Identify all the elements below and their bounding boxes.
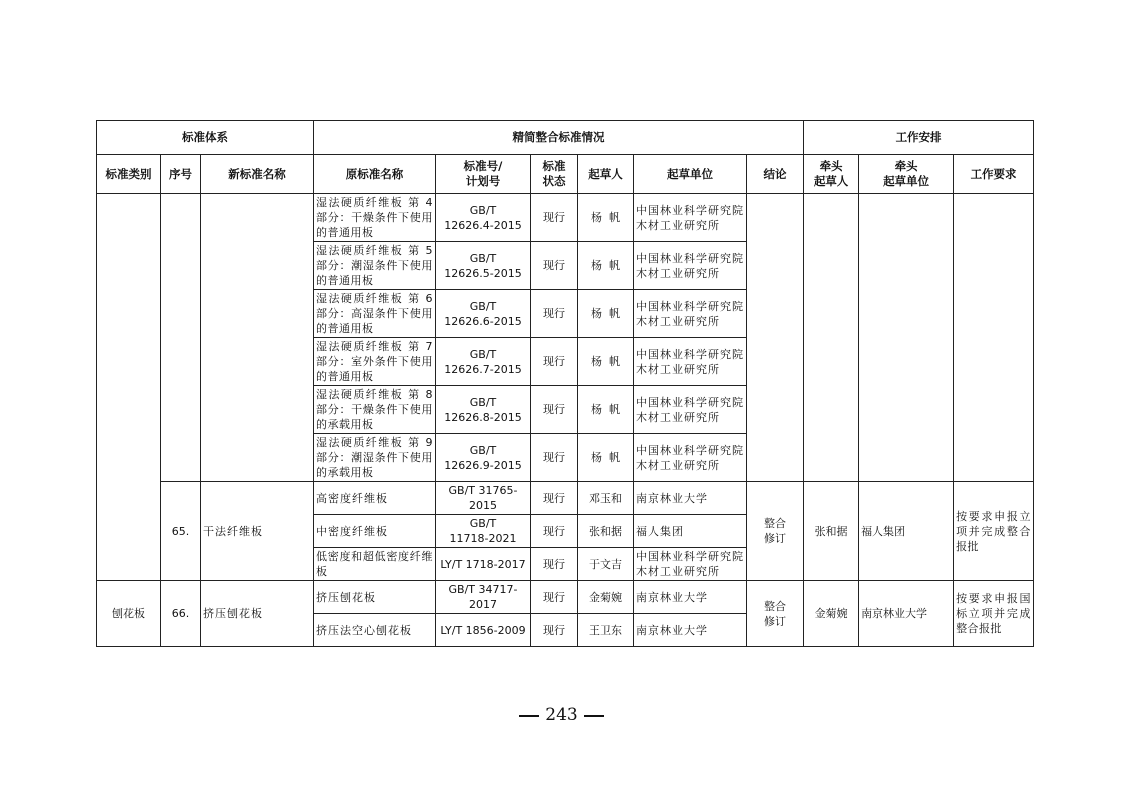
col-lead-unit: 牵头 起草单位 — [859, 155, 954, 194]
status-cell: 现行 — [531, 386, 578, 434]
unit-cell: 中国林业科学研究院木材工业研究所 — [634, 434, 747, 482]
conclusion-cell: 整合 修订 — [747, 482, 804, 581]
category-cell-empty — [97, 194, 161, 581]
dash-left — [519, 715, 539, 717]
status-cell: 现行 — [531, 338, 578, 386]
lead-drafter-cell: 金菊婉 — [804, 581, 859, 647]
new-name-cell: 挤压刨花板 — [201, 581, 314, 647]
drafter-cell: 金菊婉 — [578, 581, 634, 614]
requirement-cell: 按要求申报国标立项并完成整合报批 — [954, 581, 1034, 647]
unit-cell: 中国林业科学研究院木材工业研究所 — [634, 242, 747, 290]
status-cell: 现行 — [531, 194, 578, 242]
requirement-cell-empty — [954, 194, 1034, 482]
unit-cell: 南京林业大学 — [634, 614, 747, 647]
unit-cell: 中国林业科学研究院木材工业研究所 — [634, 386, 747, 434]
orig-name-cell: 挤压刨花板 — [314, 581, 436, 614]
status-cell: 现行 — [531, 581, 578, 614]
drafter-cell: 杨 帆 — [578, 194, 634, 242]
conclusion-cell-empty — [747, 194, 804, 482]
orig-name-cell: 挤压法空心刨花板 — [314, 614, 436, 647]
unit-cell: 南京林业大学 — [634, 581, 747, 614]
col-new-name: 新标准名称 — [201, 155, 314, 194]
orig-name-cell: 湿法硬质纤维板 第 4 部分：干燥条件下使用的普通用板 — [314, 194, 436, 242]
std-no-cell: GB/T 12626.4-2015 — [436, 194, 531, 242]
drafter-cell: 杨 帆 — [578, 386, 634, 434]
col-drafter: 起草人 — [578, 155, 634, 194]
col-lead-drafter: 牵头 起草人 — [804, 155, 859, 194]
std-no-cell: GB/T 12626.9-2015 — [436, 434, 531, 482]
std-no-cell: LY/T 1718-2017 — [436, 548, 531, 581]
group-header-system: 标准体系 — [97, 121, 314, 155]
group-header-work: 工作安排 — [804, 121, 1034, 155]
table-row — [97, 194, 1034, 242]
std-no-cell: GB/T 11718-2021 — [436, 515, 531, 548]
drafter-cell: 杨 帆 — [578, 434, 634, 482]
seq-cell: 66. — [161, 581, 201, 647]
col-conclusion: 结论 — [747, 155, 804, 194]
std-no-cell: GB/T 12626.5-2015 — [436, 242, 531, 290]
drafter-cell: 张和据 — [578, 515, 634, 548]
page-footer — [0, 705, 1123, 725]
drafter-cell: 邓玉和 — [578, 482, 634, 515]
dash-right — [584, 715, 604, 717]
status-cell: 现行 — [531, 515, 578, 548]
column-header-row — [97, 155, 1034, 194]
std-no-cell: LY/T 1856-2009 — [436, 614, 531, 647]
std-no-cell: GB/T 12626.6-2015 — [436, 290, 531, 338]
unit-cell: 南京林业大学 — [634, 482, 747, 515]
orig-name-cell: 湿法硬质纤维板 第 5 部分：潮湿条件下使用的普通用板 — [314, 242, 436, 290]
status-cell: 现行 — [531, 290, 578, 338]
unit-cell: 福人集团 — [634, 515, 747, 548]
orig-name-cell: 低密度和超低密度纤维板 — [314, 548, 436, 581]
status-cell: 现行 — [531, 548, 578, 581]
unit-cell: 中国林业科学研究院木材工业研究所 — [634, 548, 747, 581]
col-requirement: 工作要求 — [954, 155, 1034, 194]
col-orig-name: 原标准名称 — [314, 155, 436, 194]
status-cell: 现行 — [531, 242, 578, 290]
table-row — [97, 482, 1034, 515]
unit-cell: 中国林业科学研究院木材工业研究所 — [634, 194, 747, 242]
std-no-cell: GB/T 34717-2017 — [436, 581, 531, 614]
lead-unit-cell: 福人集团 — [859, 482, 954, 581]
std-no-cell: GB/T 12626.7-2015 — [436, 338, 531, 386]
unit-cell: 中国林业科学研究院木材工业研究所 — [634, 290, 747, 338]
group-header-integration: 精简整合标准情况 — [314, 121, 804, 155]
orig-name-cell: 湿法硬质纤维板 第 8 部分：干燥条件下使用的承载用板 — [314, 386, 436, 434]
orig-name-cell: 中密度纤维板 — [314, 515, 436, 548]
seq-cell: 65. — [161, 482, 201, 581]
status-cell: 现行 — [531, 614, 578, 647]
drafter-cell: 于文吉 — [578, 548, 634, 581]
unit-cell: 中国林业科学研究院木材工业研究所 — [634, 338, 747, 386]
col-unit: 起草单位 — [634, 155, 747, 194]
page-number: 243 — [545, 705, 578, 725]
conclusion-cell: 整合 修订 — [747, 581, 804, 647]
status-cell: 现行 — [531, 482, 578, 515]
drafter-cell: 杨 帆 — [578, 242, 634, 290]
lead-drafter-cell: 张和据 — [804, 482, 859, 581]
new-name-cell-empty — [201, 194, 314, 482]
group-header-row — [97, 121, 1034, 155]
col-seq: 序号 — [161, 155, 201, 194]
std-no-cell: GB/T 31765-2015 — [436, 482, 531, 515]
col-std-no: 标准号/ 计划号 — [436, 155, 531, 194]
lead-unit-cell-empty — [859, 194, 954, 482]
drafter-cell: 杨 帆 — [578, 338, 634, 386]
std-no-cell: GB/T 12626.8-2015 — [436, 386, 531, 434]
orig-name-cell: 湿法硬质纤维板 第 9 部分：潮湿条件下使用的承载用板 — [314, 434, 436, 482]
table-row — [97, 581, 1034, 614]
orig-name-cell: 湿法硬质纤维板 第 7 部分：室外条件下使用的普通用板 — [314, 338, 436, 386]
requirement-cell: 按要求申报立项并完成整合报批 — [954, 482, 1034, 581]
orig-name-cell: 湿法硬质纤维板 第 6 部分：高湿条件下使用的普通用板 — [314, 290, 436, 338]
orig-name-cell: 高密度纤维板 — [314, 482, 436, 515]
col-category: 标准类别 — [97, 155, 161, 194]
status-cell: 现行 — [531, 434, 578, 482]
new-name-cell: 干法纤维板 — [201, 482, 314, 581]
drafter-cell: 王卫东 — [578, 614, 634, 647]
col-status: 标准 状态 — [531, 155, 578, 194]
seq-cell-empty — [161, 194, 201, 482]
drafter-cell: 杨 帆 — [578, 290, 634, 338]
category-cell: 刨花板 — [97, 581, 161, 647]
standards-table — [96, 120, 1034, 647]
lead-unit-cell: 南京林业大学 — [859, 581, 954, 647]
lead-drafter-cell-empty — [804, 194, 859, 482]
